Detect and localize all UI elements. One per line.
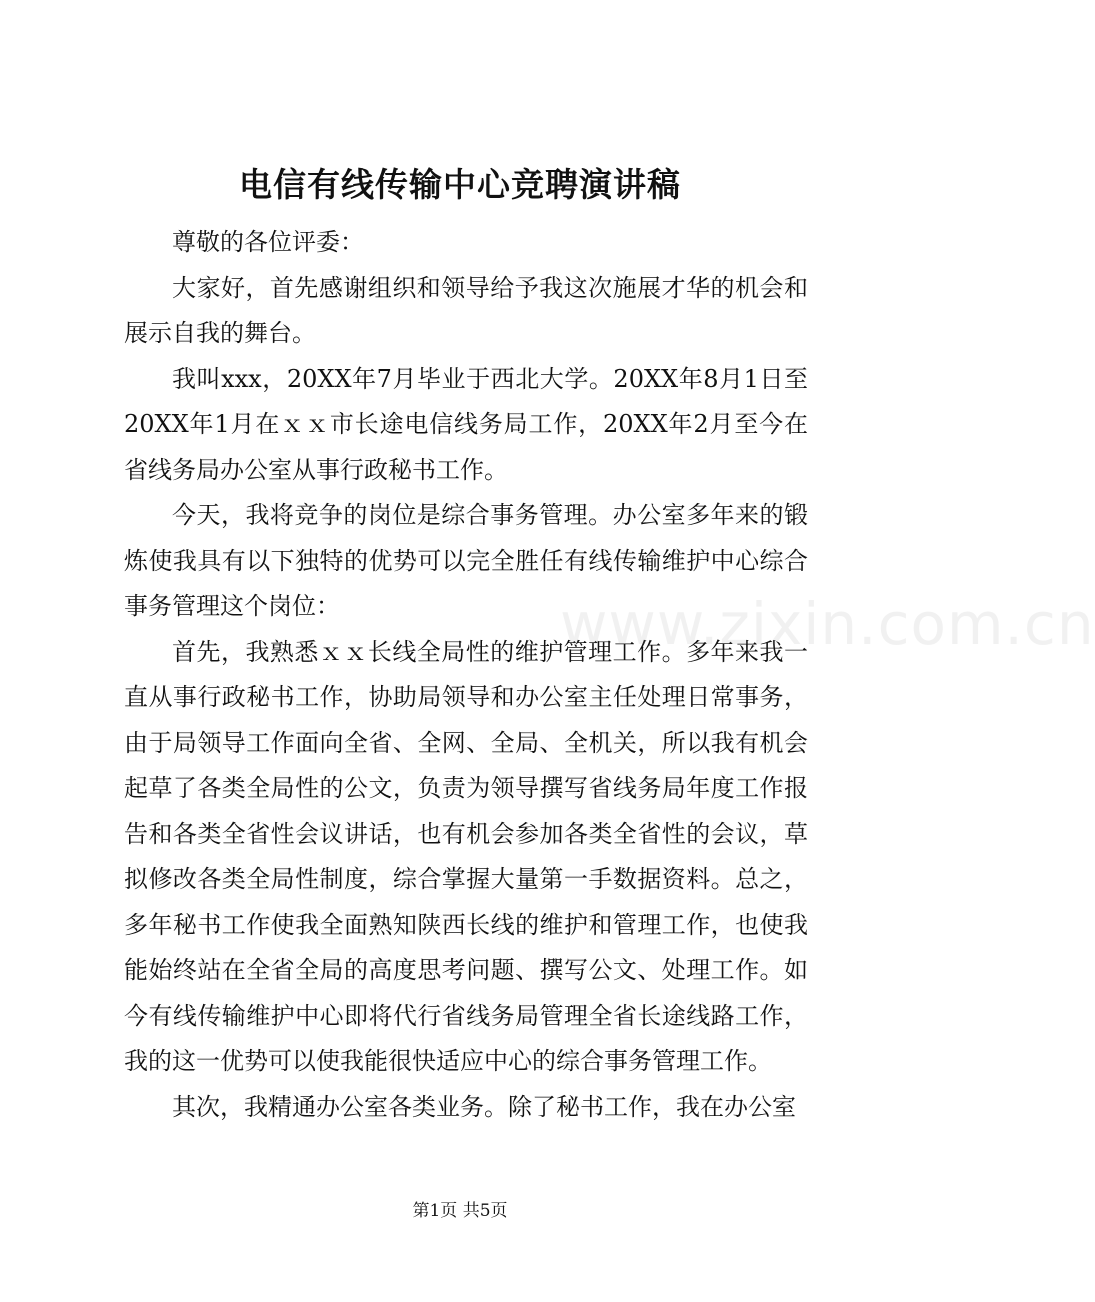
greeting-paragraph: 大家好，首先感谢组织和领导给予我这次施展才华的机会和展示自我的舞台。 [124, 273, 808, 347]
document-title: 电信有线传输中心竞聘演讲稿 [239, 165, 681, 204]
introduction-paragraph: 我叫xxx，20XX年7月毕业于西北大学。20XX年8月1日至20XX年1月在ｘｘ市长途电信线务局工作，20XX年2月至今在省线务局办公室从事行政秘书工作。 [124, 364, 808, 484]
first-advantage-paragraph: 首先，我熟悉ｘｘ长线全局性的维护管理工作。多年来我一直从事行政秘书工作，协助局领导和办公室主任处理日常事务，由于局领导工作面向全省、全网、全局、全机关，所以我有机会起草了各类全局性的公文，负责为领导撰写省线务局年度工作报告和各类全省性会议讲话，也有机会参加各类全省性的会议，草拟修改各类全局性制度，综合掌握大量第一手数据资料。总之，多年秘书工作使我全面熟知陕西长线的维护和管理工作，也使我能始终站在全省全局的高度思考问题、撰写公文、处理工作。如今有线传输维护中心即将代行省线务局管理全省长途线路工作，我的这一优势可以使我能很快适应中心的综合事务管理工作。 [124, 637, 808, 1075]
watermark: www.zixin.com.cn [560, 590, 1095, 658]
position-paragraph: 今天，我将竞争的岗位是综合事务管理。办公室多年来的锻炼使我具有以下独特的优势可以完全胜任有线传输维护中心综合事务管理这个岗位： [124, 501, 808, 620]
salutation-paragraph: 尊敬的各位评委： [172, 228, 364, 256]
document-body [124, 220, 808, 1130]
second-advantage-paragraph: 其次，我精通办公室各类业务。除了秘书工作，我在办公室 [172, 1092, 796, 1121]
page-footer: 第1页 共5页 [412, 1201, 508, 1221]
